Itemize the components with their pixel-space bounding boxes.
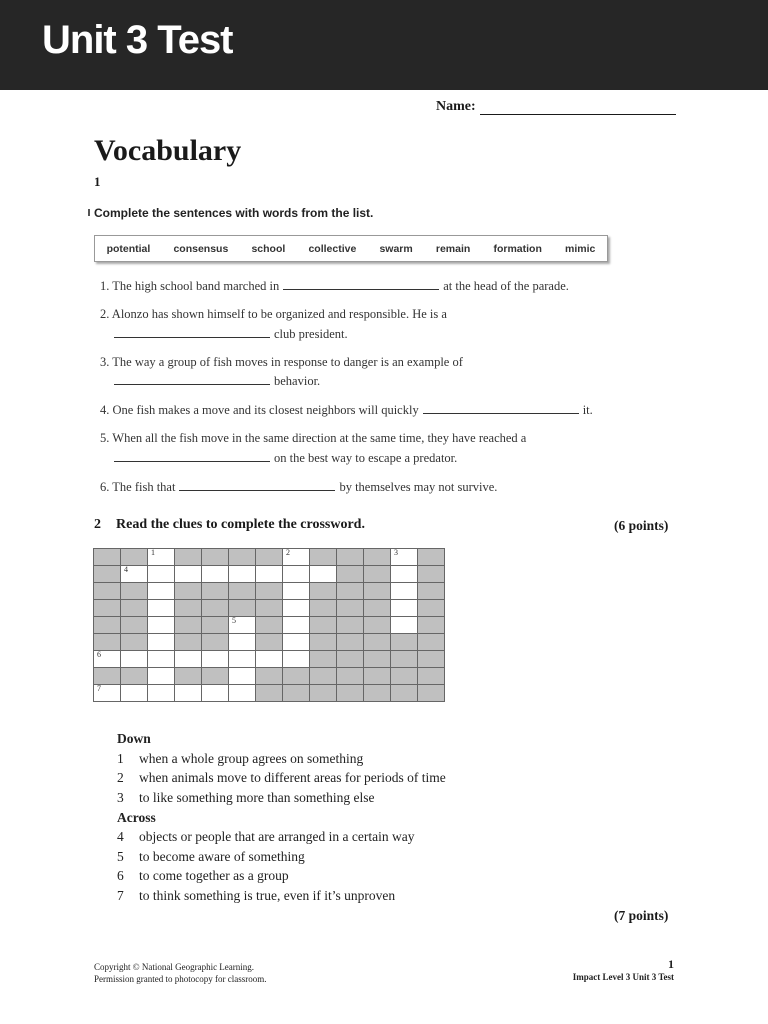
crossword-cell[interactable]	[283, 583, 310, 600]
crossword-blocked-cell	[94, 668, 121, 685]
sentence-text: 6. The fish that	[100, 480, 176, 494]
clue-number: 6	[117, 868, 124, 884]
crossword-cell[interactable]	[202, 566, 229, 583]
word-list-item: remain	[435, 242, 471, 255]
copyright-text: Copyright © National Geographic Learning.	[94, 962, 255, 972]
crossword-blocked-cell	[94, 549, 121, 566]
crossword-blocked-cell	[310, 651, 337, 668]
crossword-cell[interactable]	[256, 651, 283, 668]
crossword-cell[interactable]	[391, 583, 418, 600]
sentence-line	[100, 327, 348, 342]
crossword-clues	[117, 729, 446, 906]
sentence-text: club president.	[274, 327, 348, 341]
crossword-cell[interactable]	[148, 617, 175, 634]
crossword-blocked-cell	[229, 583, 256, 600]
crossword-cell[interactable]	[229, 634, 256, 651]
crossword-blocked-cell	[121, 634, 148, 651]
crossword-blocked-cell	[256, 668, 283, 685]
crossword-blocked-cell	[337, 600, 364, 617]
clue-text: to come together as a group	[139, 868, 289, 884]
sentence-line	[100, 451, 457, 466]
crossword-blocked-cell	[175, 634, 202, 651]
crossword-cell[interactable]	[229, 617, 256, 634]
crossword-cell[interactable]	[283, 617, 310, 634]
crossword-blocked-cell	[337, 549, 364, 566]
across-clue	[117, 866, 446, 886]
name-input-line[interactable]	[480, 100, 676, 115]
crossword-blocked-cell	[121, 668, 148, 685]
question-2-heading	[94, 517, 365, 533]
sentence-text: on the best way to escape a predator.	[274, 451, 458, 465]
crossword-grid	[93, 548, 445, 702]
crossword-cell[interactable]	[256, 566, 283, 583]
crossword-blocked-cell	[364, 549, 391, 566]
crossword-blocked-cell	[391, 685, 418, 702]
word-list-item: consensus	[173, 242, 229, 255]
crossword-cell-number: 6	[97, 650, 101, 659]
crossword-cell[interactable]	[283, 634, 310, 651]
crossword-blocked-cell	[337, 583, 364, 600]
sentence-text: behavior.	[274, 374, 321, 388]
crossword-blocked-cell	[418, 651, 445, 668]
down-clue	[117, 768, 446, 788]
crossword-cell[interactable]	[148, 549, 175, 566]
crossword-cell-number: 1	[151, 548, 155, 557]
crossword-cell-number: 2	[286, 548, 290, 557]
crossword-blocked-cell	[418, 634, 445, 651]
crossword-row	[94, 617, 445, 634]
crossword-blocked-cell	[121, 583, 148, 600]
crossword-blocked-cell	[94, 566, 121, 583]
crossword-blocked-cell	[418, 566, 445, 583]
question-1-instructions: Complete the sentences with words from the list.	[94, 206, 374, 220]
crossword-blocked-cell	[418, 583, 445, 600]
crossword-blocked-cell	[364, 634, 391, 651]
clue-text: to think something is true, even if it’s unproven	[139, 888, 396, 904]
sentence-line	[100, 307, 447, 322]
header-banner	[0, 0, 768, 90]
crossword-blocked-cell	[337, 566, 364, 583]
crossword-blocked-cell	[202, 549, 229, 566]
sentence-text: by themselves may not survive.	[339, 480, 498, 494]
crossword-cell[interactable]	[148, 634, 175, 651]
sentence-text: 2. Alonzo has shown himself to be organized and responsible. He is a	[100, 307, 447, 321]
crossword-blocked-cell	[94, 634, 121, 651]
across-clue	[117, 847, 446, 867]
word-list-item: swarm	[379, 242, 413, 255]
crossword-cell[interactable]	[283, 651, 310, 668]
crossword-blocked-cell	[337, 617, 364, 634]
question-2-number: 2	[94, 517, 101, 532]
clue-text: to become aware of something	[139, 848, 305, 864]
crossword-blocked-cell	[418, 600, 445, 617]
crossword-blocked-cell	[364, 668, 391, 685]
across-clue	[117, 886, 446, 906]
question-1-number: 1	[94, 174, 101, 189]
crossword-row	[94, 566, 445, 583]
crossword-blocked-cell	[202, 617, 229, 634]
sentence-text: it.	[582, 403, 593, 417]
crossword-blocked-cell	[418, 685, 445, 702]
across-clue	[117, 827, 446, 847]
answer-blank[interactable]	[283, 279, 439, 290]
crossword-blocked-cell	[121, 617, 148, 634]
answer-blank[interactable]	[114, 451, 270, 462]
crossword-blocked-cell	[94, 600, 121, 617]
down-clue	[117, 749, 446, 769]
crossword-blocked-cell	[256, 549, 283, 566]
sentence-text: 5. When all the fish move in the same direction at the same time, they have reached a	[100, 431, 527, 445]
crossword-cell[interactable]	[202, 685, 229, 702]
down-clue	[117, 788, 446, 808]
crossword-cell[interactable]	[229, 651, 256, 668]
clue-text: when animals move to different areas for periods of time	[139, 770, 446, 786]
question-3-points: (7 points)	[614, 908, 669, 923]
crossword-cell-number: 3	[394, 548, 398, 557]
crossword-blocked-cell	[391, 668, 418, 685]
crossword-blocked-cell	[364, 685, 391, 702]
sentence-text: 1. The high school band marched in	[100, 279, 280, 293]
crossword-blocked-cell	[364, 583, 391, 600]
crossword-cell[interactable]	[391, 566, 418, 583]
clue-text: to like something more than something else	[139, 789, 375, 805]
crossword-cell[interactable]	[391, 549, 418, 566]
sentence-line	[100, 480, 497, 495]
crossword-blocked-cell	[229, 549, 256, 566]
crossword-blocked-cell	[418, 617, 445, 634]
answer-blank[interactable]	[423, 403, 579, 414]
crossword-cell[interactable]	[121, 566, 148, 583]
crossword-blocked-cell	[310, 583, 337, 600]
word-list-item: school	[251, 242, 286, 255]
crossword-cell[interactable]	[148, 651, 175, 668]
margin-mark	[88, 209, 90, 216]
footer-page-info	[573, 957, 674, 983]
crossword-cell[interactable]	[229, 685, 256, 702]
crossword-row	[94, 668, 445, 685]
crossword-blocked-cell	[418, 668, 445, 685]
crossword-blocked-cell	[121, 549, 148, 566]
clue-number: 4	[117, 829, 124, 845]
crossword-blocked-cell	[418, 549, 445, 566]
crossword-cell[interactable]	[202, 651, 229, 668]
sentence-line	[100, 374, 320, 389]
crossword-blocked-cell	[175, 668, 202, 685]
crossword-cell[interactable]	[391, 600, 418, 617]
crossword-cell[interactable]	[310, 566, 337, 583]
crossword-cell[interactable]	[94, 651, 121, 668]
footer-copyright	[94, 961, 266, 985]
permission-text: Permission granted to photocopy for classroom.	[94, 974, 267, 984]
word-list-box	[94, 235, 608, 262]
crossword-blocked-cell	[337, 634, 364, 651]
crossword-blocked-cell	[391, 634, 418, 651]
word-list-item: formation	[493, 242, 542, 255]
crossword-blocked-cell	[364, 566, 391, 583]
across-heading: Across	[117, 809, 156, 825]
crossword-cell-number: 5	[232, 616, 236, 625]
down-heading: Down	[117, 731, 151, 746]
clue-number: 3	[117, 789, 124, 805]
name-field-row	[436, 99, 676, 115]
crossword-blocked-cell	[202, 583, 229, 600]
crossword-cell[interactable]	[229, 566, 256, 583]
crossword-blocked-cell	[94, 617, 121, 634]
crossword-cell[interactable]	[391, 617, 418, 634]
word-list-item: mimic	[565, 242, 596, 255]
crossword-blocked-cell	[283, 685, 310, 702]
crossword-cell-number: 7	[97, 684, 101, 693]
crossword-blocked-cell	[256, 583, 283, 600]
crossword-cell-number: 4	[124, 565, 128, 574]
answer-blank[interactable]	[114, 374, 270, 385]
word-list-item: potential	[106, 242, 151, 255]
crossword-blocked-cell	[121, 600, 148, 617]
crossword-blocked-cell	[256, 617, 283, 634]
crossword-row	[94, 685, 445, 702]
crossword-row	[94, 651, 445, 668]
sentence-line	[100, 279, 569, 294]
crossword-blocked-cell	[256, 634, 283, 651]
crossword-cell[interactable]	[175, 651, 202, 668]
crossword-blocked-cell	[310, 685, 337, 702]
crossword-row	[94, 583, 445, 600]
crossword-blocked-cell	[175, 583, 202, 600]
page-title: Unit 3 Test	[42, 18, 233, 62]
crossword-row	[94, 549, 445, 566]
crossword-blocked-cell	[310, 617, 337, 634]
crossword-blocked-cell	[283, 668, 310, 685]
question-2-instructions: Read the clues to complete the crossword.	[116, 517, 365, 532]
name-label: Name:	[436, 99, 476, 114]
crossword-cell[interactable]	[148, 668, 175, 685]
crossword-blocked-cell	[364, 617, 391, 634]
crossword-cell[interactable]	[229, 668, 256, 685]
crossword-cell[interactable]	[121, 685, 148, 702]
crossword-blocked-cell	[202, 634, 229, 651]
word-list-item: collective	[308, 242, 357, 255]
clue-number: 1	[117, 750, 124, 766]
sentence-text: 3. The way a group of fish moves in response to danger is an example of	[100, 355, 463, 369]
clue-number: 7	[117, 888, 124, 904]
crossword-blocked-cell	[175, 549, 202, 566]
crossword-blocked-cell	[94, 583, 121, 600]
crossword-blocked-cell	[256, 600, 283, 617]
crossword-blocked-cell	[175, 617, 202, 634]
crossword-blocked-cell	[310, 634, 337, 651]
crossword-cell[interactable]	[121, 651, 148, 668]
crossword-cell[interactable]	[283, 600, 310, 617]
clue-number: 2	[117, 770, 124, 786]
crossword-blocked-cell	[391, 651, 418, 668]
sentence-line	[100, 355, 463, 370]
section-title: Vocabulary	[94, 134, 242, 167]
answer-blank[interactable]	[114, 327, 270, 338]
clue-text: objects or people that are arranged in a certain way	[139, 829, 415, 845]
crossword-blocked-cell	[337, 651, 364, 668]
crossword-cell[interactable]	[148, 566, 175, 583]
test-name: Impact Level 3 Unit 3 Test	[572, 972, 674, 982]
sentence-text: 4. One fish makes a move and its closest neighbors will quickly	[100, 403, 419, 417]
sentence-line	[100, 431, 526, 446]
crossword-blocked-cell	[175, 600, 202, 617]
sentence-line	[100, 403, 593, 418]
crossword-cell[interactable]	[94, 685, 121, 702]
crossword-cell[interactable]	[148, 583, 175, 600]
crossword-blocked-cell	[337, 668, 364, 685]
crossword-blocked-cell	[364, 651, 391, 668]
crossword-cell[interactable]	[148, 600, 175, 617]
crossword-cell[interactable]	[283, 549, 310, 566]
crossword-row	[94, 600, 445, 617]
crossword-blocked-cell	[202, 668, 229, 685]
crossword-blocked-cell	[256, 685, 283, 702]
clue-text: when a whole group agrees on something	[139, 750, 364, 766]
crossword-row	[94, 634, 445, 651]
answer-blank[interactable]	[179, 480, 335, 491]
crossword-blocked-cell	[364, 600, 391, 617]
crossword-cell[interactable]	[175, 566, 202, 583]
clue-number: 5	[117, 848, 124, 864]
crossword-blocked-cell	[310, 549, 337, 566]
crossword-blocked-cell	[310, 668, 337, 685]
sentence-text: at the head of the parade.	[443, 279, 569, 293]
question-2-points: (6 points)	[614, 518, 669, 533]
crossword-blocked-cell	[229, 600, 256, 617]
crossword-blocked-cell	[202, 600, 229, 617]
crossword-blocked-cell	[310, 600, 337, 617]
crossword-blocked-cell	[337, 685, 364, 702]
page-number: 1	[668, 957, 674, 971]
crossword-cell[interactable]	[175, 685, 202, 702]
crossword-cell[interactable]	[148, 685, 175, 702]
crossword-cell[interactable]	[283, 566, 310, 583]
